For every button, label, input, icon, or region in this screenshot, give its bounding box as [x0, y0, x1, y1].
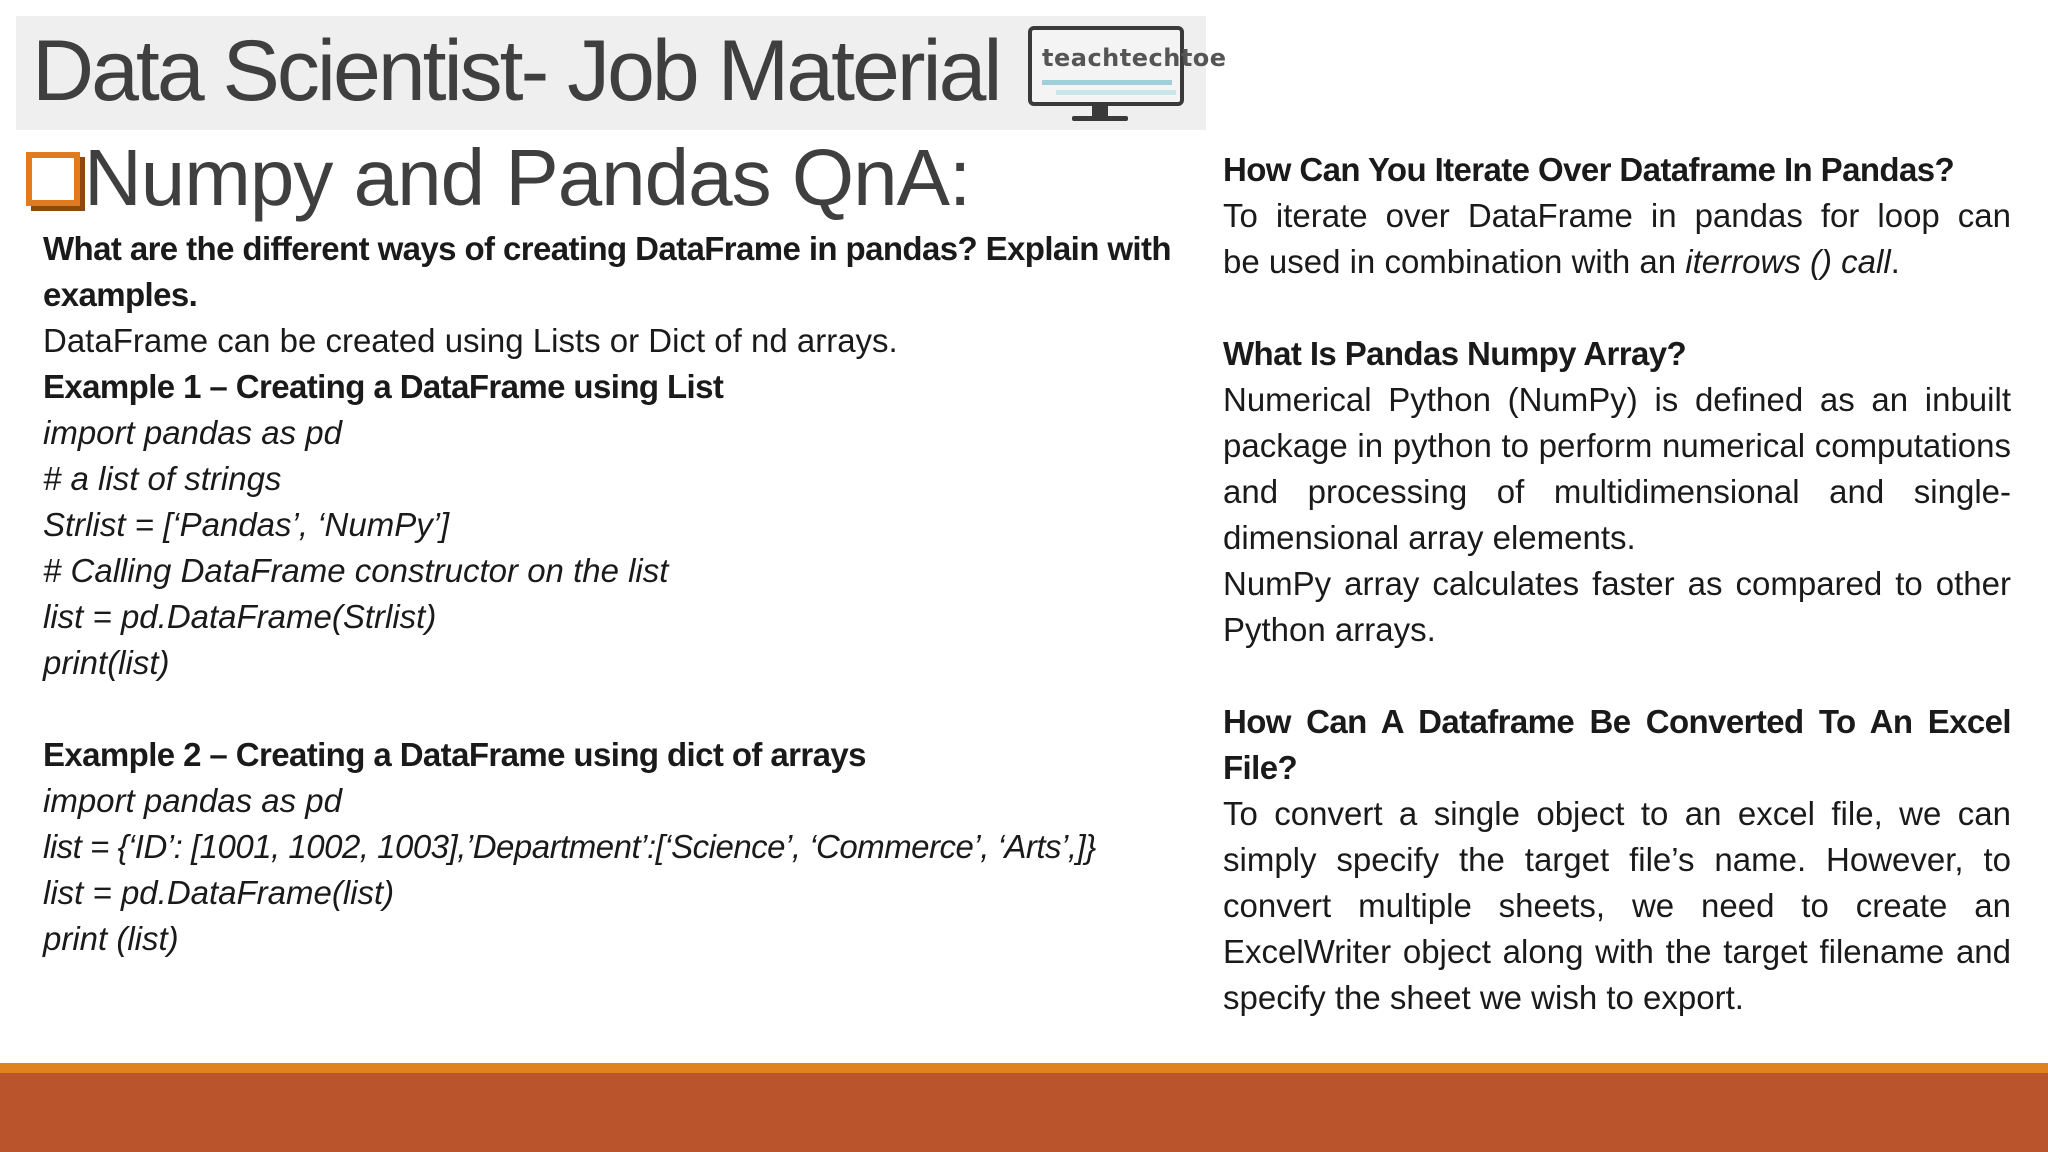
code-line: # Calling DataFrame constructor on the list — [43, 552, 669, 589]
section-title: Numpy and Pandas QnA: — [84, 133, 971, 222]
example-1-title: Example 1 – Creating a DataFrame using List — [43, 368, 724, 405]
footer-band — [0, 1073, 2048, 1152]
answer-1: DataFrame can be created using Lists or Dict of nd arrays. — [43, 322, 898, 359]
question-2: How Can You Iterate Over Dataframe In Pandas? — [1223, 151, 1955, 188]
answer-2-text: be used in combination with an — [1223, 243, 1686, 280]
logo-stripe — [1042, 80, 1172, 85]
question-1-line-1: What are the different ways of creating DataFrame in pandas? Explain with — [43, 230, 1171, 267]
question-4-line-2: File? — [1223, 749, 1298, 786]
spacer — [1223, 285, 2011, 331]
question-1-line-2: examples. — [43, 276, 198, 313]
code-line: print (list) — [43, 920, 179, 957]
answer-2-line-1: To iterate over DataFrame in pandas for loop can — [1223, 197, 2011, 234]
left-column — [43, 226, 1193, 962]
spacer — [1223, 653, 2011, 699]
right-column — [1223, 147, 2011, 1021]
code-line: import pandas as pd — [43, 414, 343, 451]
monitor-icon — [1028, 26, 1227, 106]
code-line: print(list) — [43, 644, 170, 681]
code-line: import pandas as pd — [43, 782, 343, 819]
answer-3-paragraph-1: Numerical Python (NumPy) is defined as an inbuilt package in python to perform numerical computations and processing of multidimensional and single-dimensional array elements. — [1223, 381, 2011, 556]
answer-4: To convert a single object to an excel file, we can simply specify the target file’s name. However, to convert multiple sheets, we need to create an ExcelWriter object along with the target filename and specify the sheet we wish to export. — [1223, 795, 2011, 1016]
monitor-stand-icon — [1092, 104, 1108, 116]
footer-accent-stripe — [0, 1063, 2048, 1073]
question-4-line-1: How Can A Dataframe Be Converted To An Excel — [1223, 703, 2011, 740]
logo-text: teachtechtoe — [1042, 44, 1227, 72]
answer-3-paragraph-2: NumPy array calculates faster as compared to other Python arrays. — [1223, 565, 2011, 648]
logo-stripe — [1056, 90, 1176, 95]
monitor-base-icon — [1072, 116, 1128, 121]
inline-code: iterrows () call — [1685, 243, 1891, 280]
code-line: list = pd.DataFrame(list) — [43, 874, 395, 911]
answer-2-period: . — [1890, 243, 1900, 280]
spacer — [43, 686, 1193, 732]
question-3: What Is Pandas Numpy Array? — [1223, 335, 1687, 372]
example-2-title: Example 2 – Creating a DataFrame using dict of arrays — [43, 736, 866, 773]
code-line: list = pd.DataFrame(Strlist) — [43, 598, 437, 635]
page-title: Data Scientist- Job Material — [32, 23, 1000, 119]
code-line: Strlist = [‘Pandas’, ‘NumPy’] — [43, 506, 450, 543]
checkbox-bullet-icon — [26, 152, 80, 206]
code-line: # a list of strings — [43, 460, 282, 497]
code-line: list = {‘ID’: [1001, 1002, 1003],’Department’:[‘Science’, ‘Commerce’, ‘Arts’,]} — [43, 828, 1096, 865]
teachtechtoe-logo — [1024, 20, 1227, 122]
answer-2-line-2 — [1223, 239, 2011, 285]
